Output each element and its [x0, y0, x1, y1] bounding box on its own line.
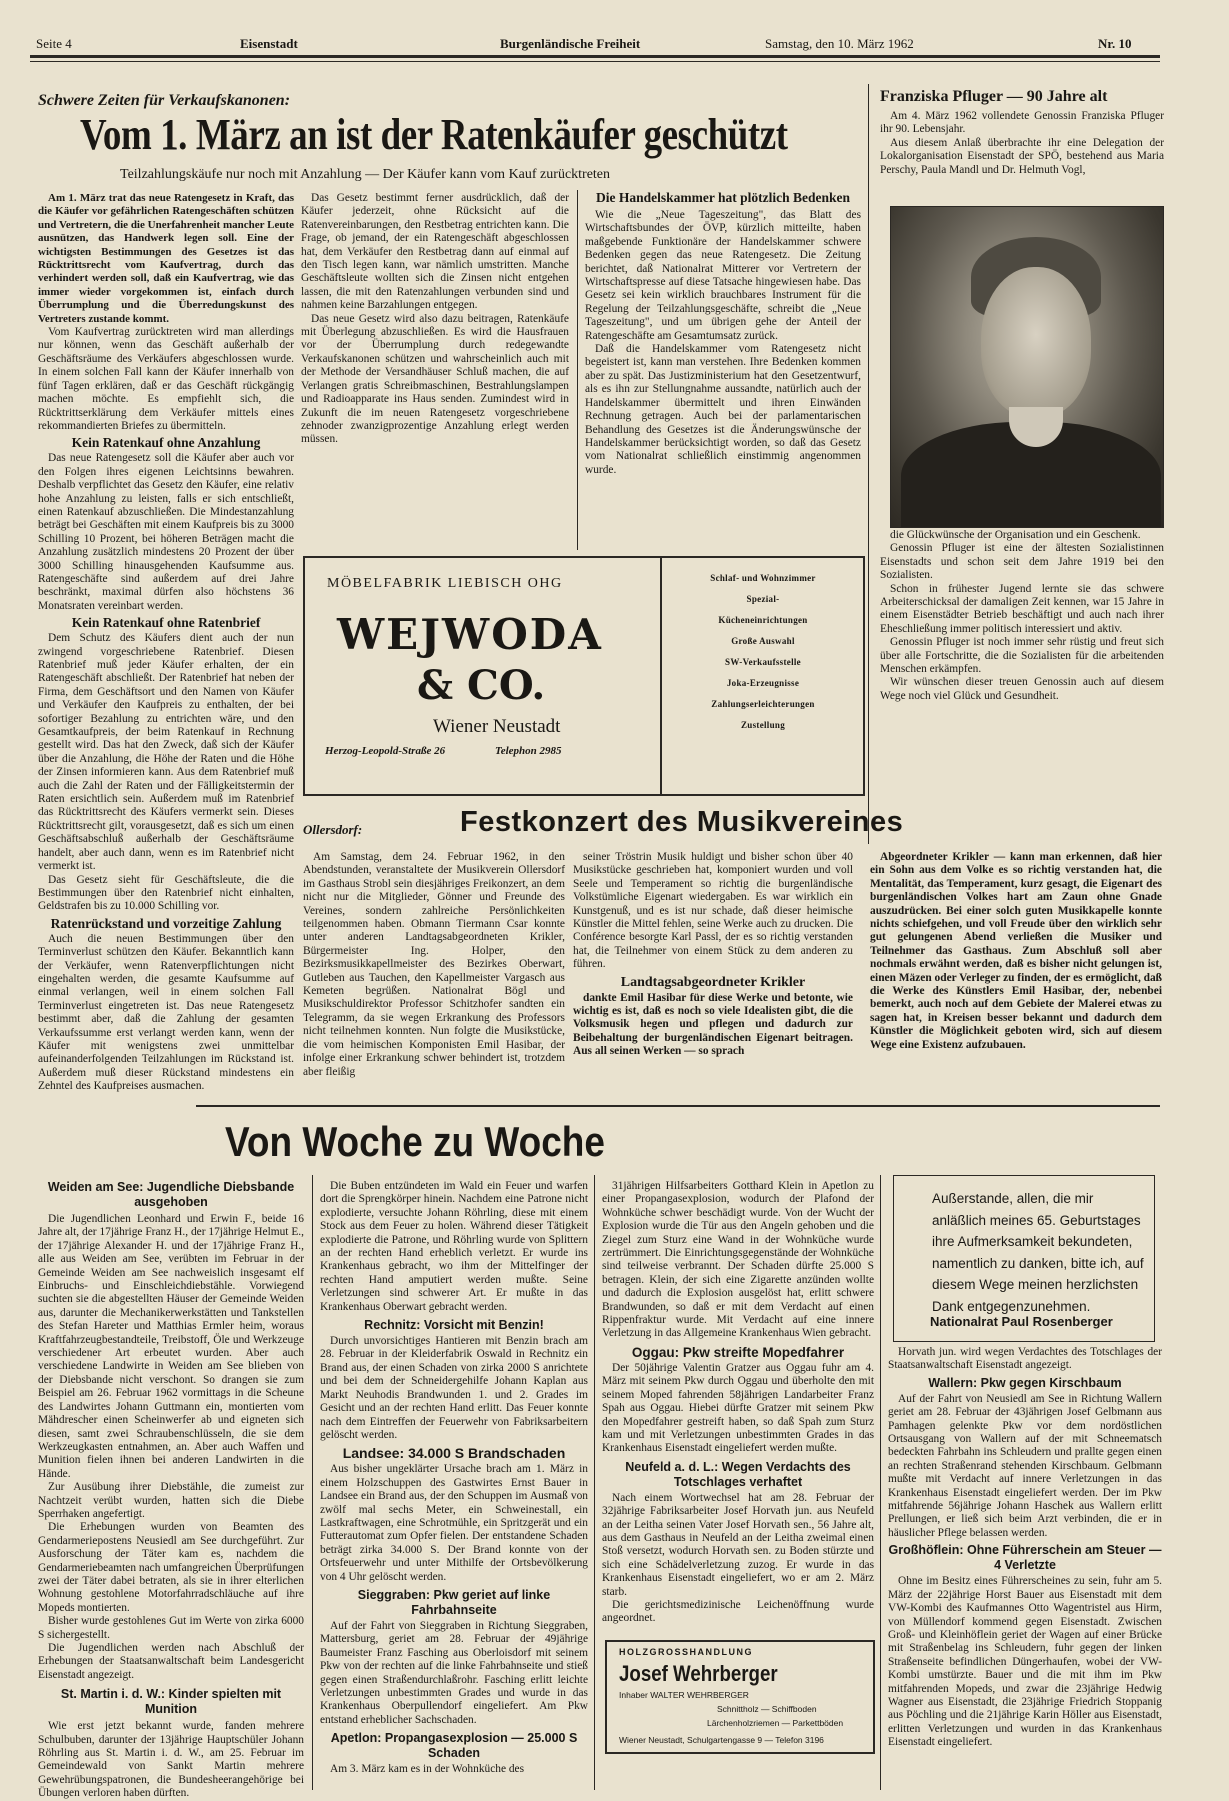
header-rule — [30, 55, 1160, 58]
paragraph: Der 50jährige Valentin Gratzer aus Oggau fuhr am 4. März mit seinem Pkw durch Oggau und überholte den mit seinem Moped fahrenden 58jährigen Landarbeiter Franz Spah aus Oggau. Hiebei dürfte Gratzer mit seinem Pkw den Mopedfahrer gestreift haben, so daß Spah zum Sturz kam und mit Verletzungen unbestimmten Grades in das Krankenhaus Eisenstadt eingeliefert werden mußte. — [602, 1361, 874, 1455]
paragraph: Auf der Fahrt von Neusiedl am See in Richtung Wallern geriet am 28. Februar der 43jährigen Josef Gelbmann aus Pamhagen gelenkte Pkw vor dem nordöstlichen Ortsausgang von Wallern auf der mit Schneematsch bedeckten Fahrbahn ins Schleudern und prallte gegen einen an rechten Straßenrand stehenden Kirschbaum. Gelbmann mußte mit Verdacht auf innere Verletzungen in das Krankenhaus Eisenstadt eingeliefert werden. Der im Pkw mitfahrende 56jährige Johann Haschek aus Wallern erlitt Prellungen, er ließ sich beim Arzt verbinden, die er in häuslicher Pflege belassen werden. — [888, 1392, 1162, 1539]
article-title: St. Martin i. d. W.: Kinder spielten mit Munition — [60, 1687, 282, 1717]
thanks-signature: Nationalrat Paul Rosenberger — [930, 1314, 1113, 1329]
main-subhead: Teilzahlungskäufe nur noch mit Anzahlung — Der Käufer kann vom Kauf zurücktreten — [120, 167, 611, 182]
header-issue-number: Nr. 10 — [1098, 36, 1132, 51]
paragraph: Am 3. März kam es in der Wohnküche des — [330, 1763, 525, 1776]
article-title: Wallern: Pkw gegen Kirschbaum — [928, 1375, 1122, 1390]
paragraph: Genossin Pfluger ist eine der ältesten Sozialistinnen Eisenstadts und schon seit dem Jahre 1919 bei den Sozialisten. — [880, 542, 1164, 582]
paragraph: Aus bisher ungeklärter Ursache brach am 1. März in einem Holzschuppen des Gastwirtes Ernst Bauer in Landsee ein Brand aus, der den Schuppen im Ausmaß von zwölf mal sechs Meter, ein Schweinestall, ein Lastkraftwagen, eine Schrotmühle, ein Spritzgerät und ein Futterautomat zum Opfer fielen. Der entstandene Schaden beträgt zirka 34.000 S. Der Brand konnte von der Ortsfeuerwehr und unter Mithilfe der Ortsbevölkerung von 4 Uhr gelöscht werden. — [320, 1463, 588, 1583]
main-article-col2 — [301, 192, 569, 447]
pfluger-title: Franziska Pfluger — 90 Jahre alt — [880, 88, 1108, 105]
paragraph: Bisher wurde gestohlenes Gut im Werte von zirka 6000 S sichergestellt. — [38, 1615, 304, 1641]
pfluger-article-bottom — [880, 529, 1164, 703]
paragraph: Am Samstag, dem 24. Februar 1962, in den Abendstunden, veranstaltete der Musikverein Ollersdorf im Gasthaus Strobl sein diesjähriges Freikonzert, an dem nicht nur die Mitglieder, Gönner und Freunde des Vereines, sondern zahlreiche Persönlichkeiten teilgenommen haben. Obmann Tiermann Csar konnte unter anderen Landtagsabgeordneten Krikler, Bürgermeister Ing. Holper, den Bezirksmusikkapellmeister des Bezirkes Oberwart, Gutleben aus Tauchen, den Kapellmeister Vargasch aus Kemeten begrüßen. Nationalrat Bögl und Musikschuldirektor Professor Schitzhofer sandten ein Telegramm, da sie wegen Erkrankung des Professors nicht teilnehmen konnten. Nun folgte die Musikstücke, die vom heimischen Komponisten Emil Hasibar, der infolge einer Erkrankung schwer behindert ist, trotzdem aber fleißig — [303, 851, 565, 1078]
header-place: Eisenstadt — [240, 36, 298, 51]
column-rule — [577, 190, 578, 550]
ad-list-item: Zahlungserleichterungen — [711, 699, 815, 709]
ad-company-name: Josef Wehrberger — [619, 1661, 778, 1686]
paragraph: Ohne im Besitz eines Führerscheines zu sein, fuhr am 5. März der 22jährige Horst Bauer aus Eisenstadt mit dem VW-Kombi des Kaufmannes Otto Wagentristel aus Hirm, von Müllendorf kommend gegen Eisenstadt. Zwischen Groß- und Kleinhöflein geriet der Wagen auf einer Brücke mit Straßenbelag ins Schleudern, fuhr gegen der linken Straßenseite befindlichen Düngerhaufen, wobei der VW-Kombi umstürzte. Bauer und die mit ihm im Pkw mitfahrenden Mopeds, und zwar die 23jährige Hedwig Wagner aus Eisenstadt, die 23jährige Friedrich Stoppanig aus Pöchling und die 21jährige Karin Höller aus Eisenstadt, erlitten Verletzungen und wurden in das Krankenhaus Eisenstadt eingeliefert. — [888, 1575, 1162, 1749]
woche-col2 — [320, 1180, 588, 1777]
paragraph: Abgeordneter Krikler — kann man erkennen, daß hier ein Sohn aus dem Volke es so richtig verstanden hat, die Mentalität, das Temperament, kurz gesagt, die Eigenart des burgenländischen Volkes hart am Zaun ohne Gnade auszudrücken. Bei einer solch guten Musikkapelle konnte nichts schiefgehen, und voll Freude über den wirklich sehr gut gelungenen Abend verließen die Musiker und Teilnehmer das Gasthaus. Zum Abschluß soll aber nochmals erwähnt werden, daß es bisher nicht gelungen ist, einen Mäzen oder Verleger zu finden, der es ermöglicht, daß die Werke des Künstlers Emil Hasibar, der, nebenbei bemerkt, auch noch auf dem Gebiete der Malerei etwas zu sagen hat, in Kreisen besser bekannt und dadurch dem Künstler die Möglichkeit geboten wird, sich auf diesem Wege eine Existenz aufzubauen. — [870, 851, 1163, 1051]
paragraph: Auf der Fahrt von Sieggraben in Richtung Sieggraben, Mattersburg, geriet am 28. Februar der 49jährige Baumeister Franz Fasching aus Oberloisdorf mit seinem Pkw von der rechten auf die linke Fahrbahnseite und stieß gegen einen Straßendurchlaßrohr. Fasching erlitt leichte Verletzungen unbestimmten Grades und wurde in das Krankenhaus Oberpullendorf eingeliefert. Am Pkw entstand erheblicher Sachschaden. — [320, 1619, 588, 1726]
section-title: Von Woche zu Woche — [225, 1118, 605, 1165]
ad-list-item: Schlaf- und Wohnzimmer — [710, 573, 816, 583]
paragraph: Wie die „Neue Tageszeitung", das Blatt des Wirtschaftsbundes der ÖVP, kürzlich mitteilte, haben maßgebende Funktionäre der Handelskammer schwere Bedenken gegen das neue Ratengesetz. Die Zeitung berichtet, daß Nationalrat Mitterer vor Vertretern der Wirtschaftspresse auf diese Tatsache hingewiesen habe. Das Gesetz sei kein wirklich brauchbares Instrument für die Regelung der Teilzahlungsgeschäfte, schreibt die „Neue Tageszeitung", und um übrigen gehe der Anteil der Ratengeschäfte am Gesamtumsatz zurück. — [585, 209, 861, 342]
ad-list-item: Kücheneinrichtungen — [718, 615, 808, 625]
ad-address: Wiener Neustadt, Schulgartengasse 9 — Telefon 3196 — [619, 1735, 824, 1745]
woche-col3 — [602, 1180, 874, 1626]
paragraph: dankte Emil Hasibar für diese Werke und betonte, wie wichtig es ist, daß es noch so viele Idealisten gibt, die die Volksmusik hegen und pflegen und dadurch zur Beibehaltung der burgenländischen Eigenart beitragen. Aus all seinen Werken — so sprach — [573, 991, 853, 1058]
subheading: Kein Ratenkauf ohne Ratenbrief — [71, 615, 261, 631]
ad-owner: Inhaber WALTER WEHRBERGER — [619, 1690, 749, 1700]
kicker: Schwere Zeiten für Verkaufskanonen: — [38, 92, 291, 109]
paragraph: Das neue Gesetz wird also dazu beitragen, Ratenkäufe mit Überlegung abzuschließen. Es wird die Hausfrauen vor der Überrumplung durch redegewandte Verkaufskanonen schützen und wahrscheinlich auch mit der Methode der Versandhäuser Schluß machen, die auf Verlangen gratis Schreibmaschinen, Bestrahlungslampen und Radioapparate ins Haus senden. Zumindest wird in Zukunft die im neuen Ratengesetz vorgeschriebene zehnoder zwanzigprozentige Anzahlung erlegt werden müssen. — [301, 312, 569, 446]
wehrberger-ad — [605, 1640, 875, 1754]
paragraph: Die Jugendlichen werden nach Abschluß der Erhebungen der Staatsanwaltschaft beim Landesgericht Eisenstadt angezeigt. — [38, 1642, 304, 1681]
subheading: Landtagsabgeordneter Krikler — [620, 974, 806, 990]
article-title: Die Handelskammer hat plötzlich Bedenken — [595, 190, 850, 205]
paragraph: Aus diesem Anlaß überbrachte ihr eine Delegation der Lokalorganisation Eisenstadt der SPÖ, bestehend aus Maria Perschy, Paula Mandl und Dr. Helmuth Vogl, — [880, 136, 1164, 176]
header-paper-name: Burgenländische Freiheit — [500, 36, 641, 51]
paragraph: Die Erhebungen wurden von Beamten des Gendarmeriepostens Neusiedl am See durchgeführt. Zur Ausforschung der Täter kam es, nachdem die Gendarmeriebeamten nach umfangreichen Überprüfungen zwei der Täter dabei betraten, als sie in ihrer elterlichen Wohnung gestohlene Motorfahrradschläuche auf ihre Mopeds montierten. — [38, 1521, 304, 1614]
paragraph: Die Jugendlichen Leonhard und Erwin F., beide 16 Jahre alt, der 17jährige Franz H., der 17jährige Helmut E., der 17jährige Alexander H. und der 17jährige Franz H., alle aus Weiden am See, verübten im Februar in der Gemeinde Weiden am See nachweislich insgesamt elf Einbruchs- und Einschleichdiebstähle. Vorwiegend suchten sie die abgestellten Häuser der Gemeinde Weiden aus, darunter die Mechanikerwerkstätten und Tankstellen des Stefan Hareter und Matthias Ermler heim, woraus Kraftfahrzeugbestandteile, Treibstoff, Öle und Werkzeuge verschiedener Art erbeutet wurden. Aber auch verschiedene Landwirte in Weiden am See blieben von der Diebsbande nicht verschont. So drangen sie zum Beispiel am 26. Februar 1962 vormittags in die Scheune des Landwirtes Johann Guttmann ein, montierten vom Mähdrescher einen Scheinwerfer ab und eigneten sich diesen, samt zwei Schraubenschlüsseln, die sie dem Werkzeugkasten entnahmen, an. Aber auch Waffen und Munition fielen ihnen bei anderen Landwirten in die Hände. — [38, 1213, 304, 1480]
paragraph: 31jährigen Hilfsarbeiters Gotthard Klein in Apetlon zu einer Propangasexplosion, wodurch der Plafond der Wohnküche schwer beschädigt wurde. Von der Wucht der Explosion wurde die Tür aus den Angeln gehoben und die Ziegel zum Sturz eine Wand in der Wohnküche wurde zertrümmert. Die Einrichtungsgegenstände der Wohnküche sind teilweise verbrannt. Der Schaden dürfte 25.000 S betragen. Klein, der sich eine Zigarette anzünden wollte und dadurch die Explosion ausgelöst hat, erlitt schwere Brandwunden, so daß er mit dem Verdacht auf einen Rippenfraktur wurde. Mit Verdacht auf eine innere Verletzung in das Allgemeine Krankenhaus Wien gebracht. — [602, 1180, 874, 1340]
paragraph: Nach einem Wortwechsel hat am 28. Februar der 32jährige Fabriksarbeiter Josef Horvath jun. aus Neufeld an der Leitha seinen Vater Josef Horvath sen., 56 Jahre alt, aus dem Gasthaus in Neufeld an der Leitha zweimal einen Stoß versetzt, wodurch Horvath sen. zu Boden stürzte und sich eine Schädelverletzung zuzog. Er wurde in das Krankenhaus Eisenstadt eingeliefert, wo er am 2. März starb. — [602, 1491, 874, 1598]
ad-name-line1: WEJWODA — [337, 610, 603, 659]
ad-phone: Telephon 2985 — [495, 745, 562, 757]
subheading: Kein Ratenkauf ohne Anzahlung — [71, 435, 261, 451]
ad-street: Herzog-Leopold-Straße 26 — [325, 745, 446, 757]
subheading: Ratenrückstand und vorzeitige Zahlung — [50, 915, 282, 931]
ad-line: Schnittholz — Schiffboden — [717, 1704, 817, 1714]
festkonzert-title: Festkonzert des Musikvereines — [460, 806, 904, 838]
paragraph: Das Gesetz sieht für Geschäftsleute, die die Bestimmungen über den Ratenbrief nicht einhalten, Geldstrafen bis zu 10.000 Schilling vor. — [38, 873, 294, 913]
lead-paragraph: Am 1. März trat das neue Ratengesetz in Kraft, das die Käufer vor gefährlichen Ratengeschäften schützen und Vertretern, die die Unerfahrenheit mancher Leute ausnützen, das Handwerk legen soll. Eine der wichtigsten Bestimmungen des Gesetzes ist das Rücktrittsrecht vom Kaufvertrag, durch das verhindert werden soll, daß ein Kaufvertrag, wie das immer wieder vorgekommen ist, einfach durch Überrumplung und die Überredungskunst des Vertreters zustande kommt. — [38, 192, 294, 325]
paragraph: Vom Kaufvertrag zurücktreten wird man allerdings nur können, wenn das Geschäft außerhalb der Geschäftsräume des Verkäufers abgeschlossen wurde. In einem solchen Fall kann der Käufer innerhalb von fünf Tagen erklären, daß er das Geschäft rückgängig machen möchte. Es empfiehlt sich, die Rücktrittserklärung dem Verkäufer mittels eines rekommandierten Briefes zu übermitteln. — [38, 326, 294, 432]
article-title: Rechnitz: Vorsicht mit Benzin! — [364, 1318, 544, 1333]
paragraph: Am 4. März 1962 vollendete Genossin Franziska Pfluger ihr 90. Lebensjahr. — [880, 110, 1164, 136]
ad-list-item: Spezial- — [746, 594, 780, 604]
pfluger-article-top — [880, 110, 1164, 177]
festkonzert-place: Ollersdorf: — [303, 822, 363, 837]
paragraph: seiner Tröstrin Musik huldigt und bisher schon über 40 Musikstücke geschrieben hat, komponiert wurden und voll Seele und Temperament so richtig die burgenländische Volkstümliche Eigenart wiedergaben. Es war wirklich ein Kunstgenuß, und es ist nur schade, daß dieser heimische Künstler die Mittel fehlen, seine Werke auch zu drucken. Die Conférence besorgte Karl Passl, der es so richtig verstanden hat, die Teilnehmer von einem Stück zu dem anderen zu führen. — [573, 851, 853, 971]
paragraph: Die Buben entzündeten im Wald ein Feuer und warfen dort die Sprengkörper hinein. Nachdem eine Patrone nicht explodierte, versuchte Johann Röhrling, diese mit einem Stock aus dem Feuer zu holen. Während dieser Tätigkeit explodierte die Patrone, und Röhrling wurde von Splittern an der rechten Hand erheblich verletzt. Er wurde ins Krankenhaus gebracht, wo ihm der Mittelfinger der rechten Hand amputiert werden mußte. Seine Verletzungen sind schwerer Art. Er mußte in das Krankenhaus Oberwart gebracht werden. — [320, 1180, 588, 1313]
ad-city: Wiener Neustadt — [433, 716, 561, 737]
paragraph: Genossin Pfluger ist noch immer sehr rüstig und freut sich über alle Fortschritte, die die Sozialisten für die arbeitenden Menschen erkämpfen. — [880, 636, 1164, 676]
ad-list — [665, 568, 861, 736]
paragraph: die Glückwünsche der Organisation und ein Geschenk. — [890, 529, 1141, 541]
header-date: Samstag, den 10. März 1962 — [765, 36, 914, 51]
page-number: Seite 4 — [36, 36, 72, 51]
woche-col1 — [38, 1180, 304, 1801]
festkonzert-col1 — [303, 851, 565, 1079]
header-rule-thin — [30, 61, 1160, 62]
portrait-photo — [890, 206, 1164, 528]
furniture-ad — [303, 556, 865, 796]
ad-top-line: HOLZGROSSHANDLUNG — [619, 1647, 753, 1657]
thanks-notice — [893, 1175, 1155, 1342]
main-article-col1 — [38, 192, 294, 1094]
paragraph: Wie erst jetzt bekannt wurde, fanden mehrere Schulbuben, darunter der 13jährige Hauptschüler Johann Röhrling aus St. Martin i. d. W., am 25. Februar im Gemeindewald von Sankt Martin mehrere Gewehrübungspatronen, die Bundesheerangehörige bei Übungen verloren haben dürften. — [38, 1720, 304, 1800]
paragraph: Auch die neuen Bestimmungen über den Terminverlust schützen den Käufer. Bekanntlich kann der Verkäufer, wenn Ratenverpflichtungen nicht eingehalten werden, die gesamte Kaufsumme auf einmal verlangen, weil in einem solchen Fall Terminverlust eingetreten ist. Das neue Ratengesetz bestimmt aber, daß die Zahlung der gesamten Verkaufssumme erst verlangt werden kann, wenn der Käufer mit wenigstens zwei unmittelbar aufeinanderfolgenden Teilzahlungen im Rückstand ist. Außerdem muß dieser Rückstand mindestens ein Zehntel des Kaufpreises ausmachen. — [38, 932, 294, 1093]
ad-list-item: SW-Verkaufsstelle — [725, 657, 801, 667]
woche-col4 — [888, 1346, 1162, 1750]
column-rule — [868, 84, 869, 844]
main-headline: Vom 1. März an ist der Ratenkäufer geschützt — [80, 110, 788, 159]
ad-list-item: Joka-Erzeugnisse — [726, 678, 800, 688]
paragraph: Daß die Handelskammer vom Ratengesetz nicht begeistert ist, kann man verstehen. Ihre Bedenken kommen aber zu spät. Das Justizministerium hat den Gesetzentwurf, als es ihn zur Stellungnahme aussandte, natürlich auch der Handelskammer übermittelt und ihren Einwänden Rechnung getragen. Auch bei der parlamentarischen Behandlung des Gesetzes ist die Änderungswünsche der Handelskammer berücksichtigt worden, so daß das Gesetz vom Nationalrat schließlich einstimmig angenommen wurde. — [585, 343, 861, 476]
article-title: Sieggraben: Pkw geriet auf linke Fahrbahnseite — [357, 1587, 551, 1617]
paragraph: Schon in frühester Jugend lernte sie das schwere Arbeiterschicksal der damaligen Zeit kennen, war 15 Jahre in einem Eisenstädter Betrieb beschäftigt und auch nach ihrer Eheschließung immer politisch interessiert und aktiv. — [880, 582, 1164, 635]
thanks-text: Außerstande, allen, die mir anläßlich meines 65. Geburtstages ihre Aufmerksamkeit bekundeten, namentlich zu danken, bitte ich, auf diesem Wege meinen herzlichsten Dank entgegenzunehmen. — [932, 1191, 1144, 1314]
article-title: Landsee: 34.000 S Brandschaden — [342, 1445, 566, 1462]
festkonzert-col2 — [573, 851, 853, 1059]
section-rule — [196, 1105, 1160, 1107]
paragraph: Die gerichtsmedizinische Leichenöffnung wurde angeordnet. — [602, 1598, 874, 1625]
paragraph: Horvath jun. wird wegen Verdachtes des Totschlages der Staatsanwaltschaft Eisenstadt angezeigt. — [888, 1346, 1162, 1372]
paragraph: Das Gesetz bestimmt ferner ausdrücklich, daß der Käufer jederzeit, ohne Rücksicht auf die Ratenvereinbarungen, den Restbetrag entrichten kann. Die Frage, ob jemand, der ein Ratengeschäft abgeschlossen hat, dem Verkäufer den Restbetrag dann auf einmal auf den Tisch legen kann, war nämlich umstritten. Manche Geschäftsleute wollten sich die Zinsen nicht entgehen lassen, die mit den Ratenzahlungen verbunden sind und nahmen keine Barzahlungen entgegen. — [301, 192, 569, 312]
article-title: Weiden am See: Jugendliche Diebsbande ausgehoben — [47, 1180, 295, 1209]
ad-line: Lärchenholzriemen — Parkettböden — [707, 1718, 844, 1728]
article-title: Oggau: Pkw streifte Mopedfahrer — [631, 1344, 845, 1360]
handelskammer-article — [585, 190, 861, 477]
paragraph: Zur Ausübung ihrer Diebstähle, die zumeist zur Nachtzeit verübt wurden, hatten sich die Diebe Sperrhaken angefertigt. — [38, 1481, 304, 1520]
ad-company: MÖBELFABRIK LIEBISCH OHG — [327, 576, 563, 591]
paragraph: Durch unvorsichtiges Hantieren mit Benzin brach am 28. Februar in der Kleiderfabrik Oswald in Rechnitz ein Brand aus, der einen Schaden von zirka 2000 S anrichtete und bei dem der Schneidergehilfe Johann Kaplan aus Markt Neuhodis Brandwunden 1. und 2. Grades im Gesicht und an der rechten Hand erlitt. Das Feuer konnte nach dem Eintreffen der Feuerwehr von Fabriksarbeitern gelöscht werden. — [320, 1335, 588, 1441]
ad-list-item: Große Auswahl — [731, 636, 795, 646]
paragraph: Dem Schutz des Käufers dient auch der nun zwingend vorgeschriebene Ratenbrief. Diesen Ratenbrief muß jeder Käufer erhalten, der ein Ratengeschäft abschließt. Der Ratenbrief hat neben der Firma, dem Geschäftsort und den Namen von Käufer und Verkäufer den Kaufpreis zu enthalten, der bei sofortiger Bezahlung zu entrichten wäre, und den Gesamtkaufpreis, der beim Ratenkauf in Rechnung gestellt wird. Das hat den Zweck, daß sich der Käufer über die Anzahlung, die Höhe der Raten und die Höhe der Zinsen informieren kann. Aus dem Ratenbrief muß auch die Zahl der Raten und der Fälligkeitstermin der Raten ersichtlich sein. Außerdem muß im Ratenbrief das Rücktrittsrecht des Käufers vermerkt sein. Dieses Rücktrittsrecht gilt, vorausgesetzt, daß es sich um einen Geschäftsabschluß außerhalb der Geschäftsräume handelt, aber auch dann, wenn es im Ratenbrief nicht vermerkt ist. — [38, 632, 294, 873]
ad-list-item: Zustellung — [740, 720, 785, 730]
paragraph: Wir wünschen dieser treuen Genossin auch auf diesem Wege noch viel Glück und Gesundheit. — [880, 676, 1164, 702]
article-title: Neufeld a. d. L.: Wegen Verdachts des Totschlages verhaftet — [625, 1459, 851, 1489]
article-title: Großhöflein: Ohne Führerschein am Steuer — 4 Verletzte — [888, 1543, 1162, 1573]
festkonzert-col3 — [870, 851, 1162, 1052]
ad-name-line2: & CO. — [417, 662, 546, 709]
article-title: Apetlon: Propangasexplosion — 25.000 S Schaden — [330, 1731, 578, 1761]
paragraph: Das neue Ratengesetz soll die Käufer aber auch vor den Folgen ihres eigenen Leichtsinns bewahren. Deshalb verpflichtet das Gesetz den Käufer, eine relativ hohe Anzahlung zu leisten, falls er sich entschließt, einen Ratenkauf abzuschließen. Die Mindestanzahlung beträgt bei Geschäften mit einem Kaufpreis bis zu 3000 Schilling 10 Prozent, bei höheren Beträgen macht die Anzahlung zusätzlich mindestens 20 Prozent der über 3000 Schilling hinausgehenden Kaufsumme aus. Ratengeschäfte sind außerdem auf drei Jahre beschränkt, maximal dürfen also höchstens 36 Monatsraten vereinbart werden. — [38, 452, 294, 612]
